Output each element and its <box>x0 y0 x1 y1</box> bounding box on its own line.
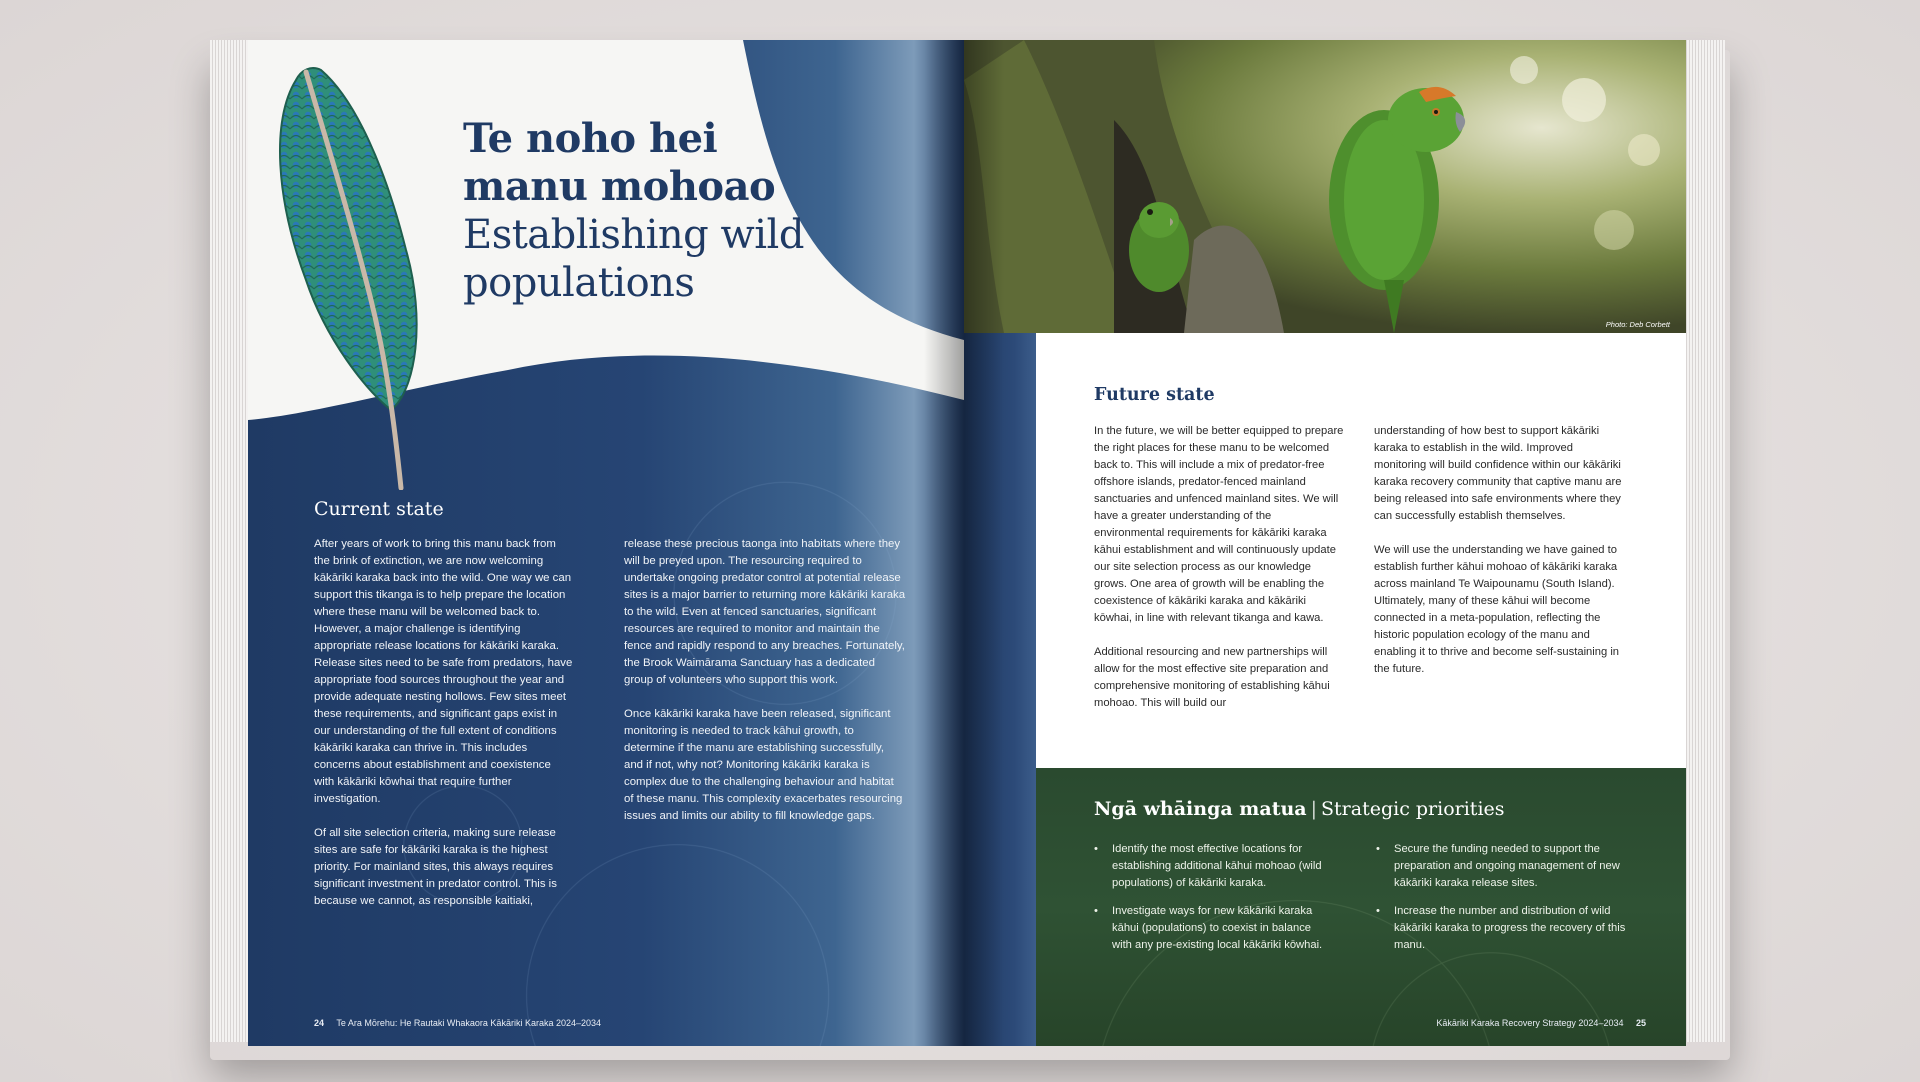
feather-illustration <box>266 60 436 490</box>
gutter-shadow <box>924 40 964 1046</box>
parakeet-photo <box>964 40 1686 333</box>
page-number: 25 <box>1635 1018 1646 1028</box>
paragraph: Additional resourcing and new partnerships will allow for the most effective site preparation and comprehensive monitoring of establishing kāhui mohoao. This will build our <box>1094 646 1330 709</box>
paragraph: Of all site selection criteria, making sure release sites are safe for kākāriki karaka is the highest priority. For mainland sites, this always requires significant investment in predator control. This is because we cannot, as responsible kaitiaki, <box>314 827 557 907</box>
list-item: • Identify the most effective locations for establishing additional kāhui mohoao (wild populations) of kākāriki karaka. <box>1094 841 1329 892</box>
future-state-heading: Future state <box>1094 385 1215 405</box>
strategic-priorities-panel <box>1036 768 1686 1046</box>
gutter-shadow <box>964 40 1004 1046</box>
paragraph: In the future, we will be better equipped to prepare the right places for these manu to be welcomed back to. This will include a mix of predator-free offshore islands, predator-fenced mainland sanctuaries and unfenced mainland sites. We will have a greater understanding of the environmental requirements for kākāriki karaka kāhui establishment and will continuously update our site selection process as our knowledge grows. One area of growth will be enabling the coexistence of kākāriki karaka and kākāriki kōwhai, in line with relevant tikanga and kawa. <box>1094 425 1344 624</box>
future-state-column-2 <box>1374 423 1624 695</box>
right-page <box>964 40 1686 1046</box>
current-state-column-2 <box>624 536 906 842</box>
parakeet-photo-art <box>964 40 1686 333</box>
list-item: • Secure the funding needed to support the preparation and ongoing management of new kākāriki karaka release sites. <box>1376 841 1626 892</box>
paragraph: Once kākāriki karaka have been released, significant monitoring is needed to track kāhui growth, to determine if the manu are establishing successfully, and if not, why not? Monitoring kākāriki karaka is complex due to the challenging behaviour and habitat of these manu. This complexity exacerbates resourcing issues and limits our ability to fill knowledge gaps. <box>624 708 903 822</box>
priorities-heading-maori: Ngā whāinga matua <box>1094 798 1307 820</box>
title-english-line-2: populations <box>463 260 695 306</box>
heading-separator: | <box>1310 798 1318 820</box>
page-edges-right <box>1680 40 1725 1042</box>
current-state-column-1 <box>314 536 574 927</box>
title-english-line-1: Establishing wild <box>463 212 804 258</box>
footer-title: Te Ara Mōrehu: He Rautaki Whakaora Kākāriki Karaka 2024–2034 <box>336 1018 602 1028</box>
footer-title: Kākāriki Karaka Recovery Strategy 2024–2034 <box>1436 1018 1624 1028</box>
current-state-heading: Current state <box>314 498 444 520</box>
footer-left <box>314 1018 601 1028</box>
paragraph: release these precious taonga into habitats where they will be preyed upon. The resourcing required to undertake ongoing predator control at potential release sites is a major barrier to returning more kākāriki karaka to the wild. Even at fenced sanctuaries, significant resources are required to monitor and maintain the fence and rapidly respond to any breaches. Fortunately, the Brook Waimārama Sanctuary has a dedicated group of volunteers who support this work. <box>624 538 906 686</box>
title-maori-line-1: Te noho hei <box>463 115 718 162</box>
future-state-column-1 <box>1094 423 1344 729</box>
paragraph: After years of work to bring this manu back from the brink of extinction, we are now welcoming kākāriki karaka back into the wild. One way we can support this tikanga is to help prepare the location where these manu will be welcomed back to. However, a major challenge is identifying appropriate release locations for kākāriki karaka. Release sites need to be safe from predators, have appropriate food sources throughout the year and provide adequate nesting hollows. Few sites meet these requirements, and significant gaps exist in our understanding of the full extent of conditions kākāriki karaka can thrive in. This includes concerns about establishment and coexistence with kākāriki kōwhai that require further investigation. <box>314 538 573 805</box>
left-page <box>248 40 964 1046</box>
paragraph: understanding of how best to support kākāriki karaka to establish in the wild. Improved monitoring will build confidence within our kākāriki karaka recovery community that captive manu are being released into safe environments where they can successfully establish themselves. <box>1374 425 1622 522</box>
priorities-heading-english: Strategic priorities <box>1321 798 1505 820</box>
strategic-priorities-heading <box>1094 798 1505 820</box>
footer-right <box>1436 1018 1646 1028</box>
priorities-list-2 <box>1376 841 1626 965</box>
page-title <box>463 115 943 307</box>
paragraph: We will use the understanding we have gained to establish further kāhui mohoao of kākāriki karaka across mainland Te Waipounamu (South Island). Ultimately, many of these kāhui will become connected in a meta-population, reflecting the historic population ecology of the manu and enabling it to thrive and become self-sustaining in the future. <box>1374 544 1620 675</box>
list-item: • Increase the number and distribution of wild kākāriki karaka to progress the recovery of this manu. <box>1376 903 1626 954</box>
page-edges-left <box>210 40 250 1042</box>
priorities-list-1 <box>1094 841 1329 965</box>
photo-credit: Photo: Deb Corbett <box>1605 320 1670 329</box>
title-maori-line-2: manu mohoao <box>463 163 776 210</box>
page-number: 24 <box>314 1018 325 1028</box>
list-item: • Investigate ways for new kākāriki karaka kāhui (populations) to coexist in balance with any pre-existing local kākāriki kōwhai. <box>1094 903 1329 954</box>
